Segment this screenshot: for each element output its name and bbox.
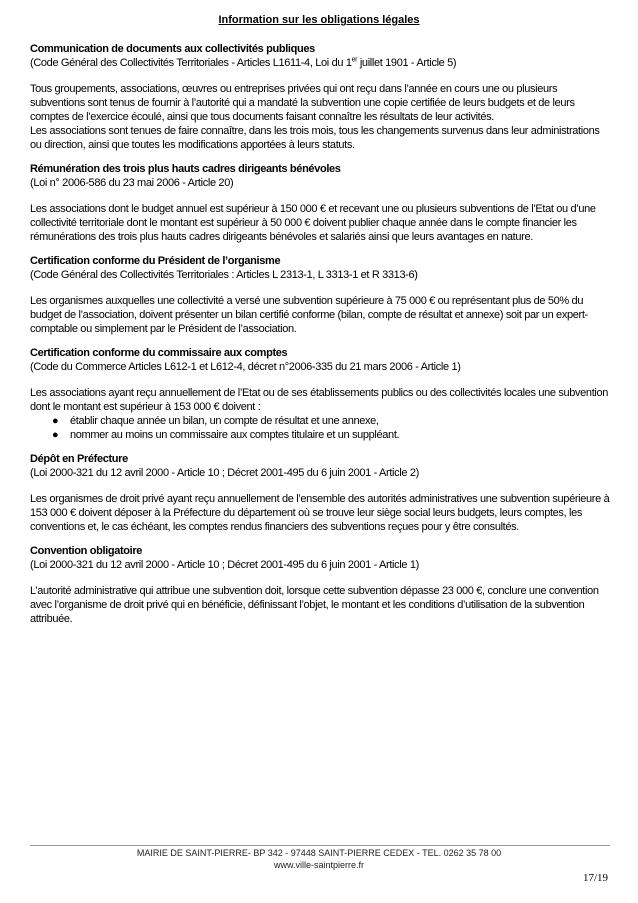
footer-address: MAIRIE DE SAINT-PIERRE- BP 342 - 97448 SAINT-PIERRE CEDEX - TEL. 0262 35 78 00 <box>136 848 502 858</box>
footer-divider <box>30 845 610 846</box>
section-title: Rémunération des trois plus hauts cadres dirigeants bénévoles <box>30 163 341 175</box>
section-depot-prefecture <box>30 452 610 534</box>
section-reference: (Loi n° 2006-586 du 23 mai 2006 - Article 20) <box>30 177 234 189</box>
section-communication-documents <box>30 42 610 152</box>
section-title: Certification conforme du Président de l’organisme <box>30 255 281 267</box>
section-paragraph: Les organismes de droit privé ayant reçu annuellement de l’ensemble des autorités administratives une subvention supérieure à 153 000 € doivent déposer à la Préfecture du département où se trouve leur siège social leurs budgets, leurs comptes, les conventions et, le cas échéant, les comptes rendus financiers des subventions reçues pour y être consultés. <box>30 493 610 533</box>
section-title: Certification conforme du commissaire aux comptes <box>30 347 288 359</box>
section-paragraph: Les associations sont tenues de faire connaître, dans les trois mois, tous les changements survenus dans leur administrations ou direction, ainsi que toutes les modifications apportées à leurs statuts. <box>30 125 600 151</box>
page-number: 17/19 <box>582 872 608 884</box>
reference-text: (Code Général des Collectivités Territoriales - Articles L1611-4, Loi du 1 <box>30 57 352 69</box>
bullet-list <box>30 414 610 442</box>
section-certification-president <box>30 254 610 336</box>
section-reference <box>30 56 610 70</box>
reference-text-end: juillet 1901 - Article 5) <box>357 57 457 69</box>
list-item-text: nommer au moins un commissaire aux comptes titulaire et un suppléant. <box>70 429 400 441</box>
section-reference: (Code du Commerce Articles L612-1 et L612-4, décret n°2006-335 du 21 mars 2006 - Article 1) <box>30 361 461 373</box>
section-paragraph: Les associations dont le budget annuel est supérieur à 150 000 € et recevant une ou plusieurs subventions de l’Etat ou d’une collectivité territoriale dont le montant est supérieur à 50 000 € doivent publier chaque année dans le compte financier les rémunérations des trois plus hauts cadres dirigeants bénévoles et salariés ainsi que leurs avantages en nature. <box>30 203 596 243</box>
section-paragraph: Tous groupements, associations, œuvres ou entreprises privées qui ont reçu dans l’année en cours une ou plusieurs subventions sont tenus de fournir à l’autorité qui a mandaté la subvention une copie certifiée de leurs budgets et de leurs comptes de l’exercice écoulé, ainsi que tous documents faisant connaître les résultats de leur activités. <box>30 83 575 123</box>
section-reference: (Code Général des Collectivités Territoriales : Articles L 2313-1, L 3313-1 et R 3313-6) <box>30 269 418 281</box>
section-certification-commissaire <box>30 346 610 442</box>
list-item <box>52 414 610 428</box>
document-body <box>30 42 610 636</box>
page-title: Information sur les obligations légales <box>218 14 420 26</box>
list-item <box>52 428 610 442</box>
section-paragraph: L’autorité administrative qui attribue une subvention doit, lorsque cette subvention dépasse 23 000 €, conclure une convention avec l’organisme de droit privé qui en bénéficie, définissant l’objet, le montant et les conditions d’utilisation de la subvention attribuée. <box>30 585 599 625</box>
section-paragraph: Les associations ayant reçu annuellement de l’Etat ou de ses établissements publics ou des collectivités locales une subvention dont le montant est supérieur à 153 000 € doivent : <box>30 387 609 413</box>
section-paragraph: Les organismes auxquelles une collectivité a versé une subvention supérieure à 75 000 € ou représentant plus de 50% du budget de l’association, doivent présenter un bilan certifié conforme (bilan, compte de résultat et annexe) soit par un expert-comptable ou simplement par le Président de l’association. <box>30 295 588 335</box>
section-remuneration <box>30 162 610 244</box>
section-title: Communication de documents aux collectivités publiques <box>30 43 315 55</box>
section-convention-obligatoire <box>30 544 610 626</box>
section-reference: (Loi 2000-321 du 12 avril 2000 - Article 10 ; Décret 2001-495 du 6 juin 2001 - Article 2) <box>30 467 419 479</box>
list-item-text: établir chaque année un bilan, un compte de résultat et une annexe, <box>70 415 379 427</box>
bullet-icon: ● <box>52 415 59 427</box>
reference-superscript: er <box>351 56 358 64</box>
section-title: Convention obligatoire <box>30 545 143 557</box>
section-title: Dépôt en Préfecture <box>30 453 128 465</box>
section-reference: (Loi 2000-321 du 12 avril 2000 - Article 10 ; Décret 2001-495 du 6 juin 2001 - Article 1) <box>30 559 419 571</box>
footer-website: www.ville-saintpierre.fr <box>273 860 365 870</box>
bullet-icon: ● <box>52 429 59 441</box>
